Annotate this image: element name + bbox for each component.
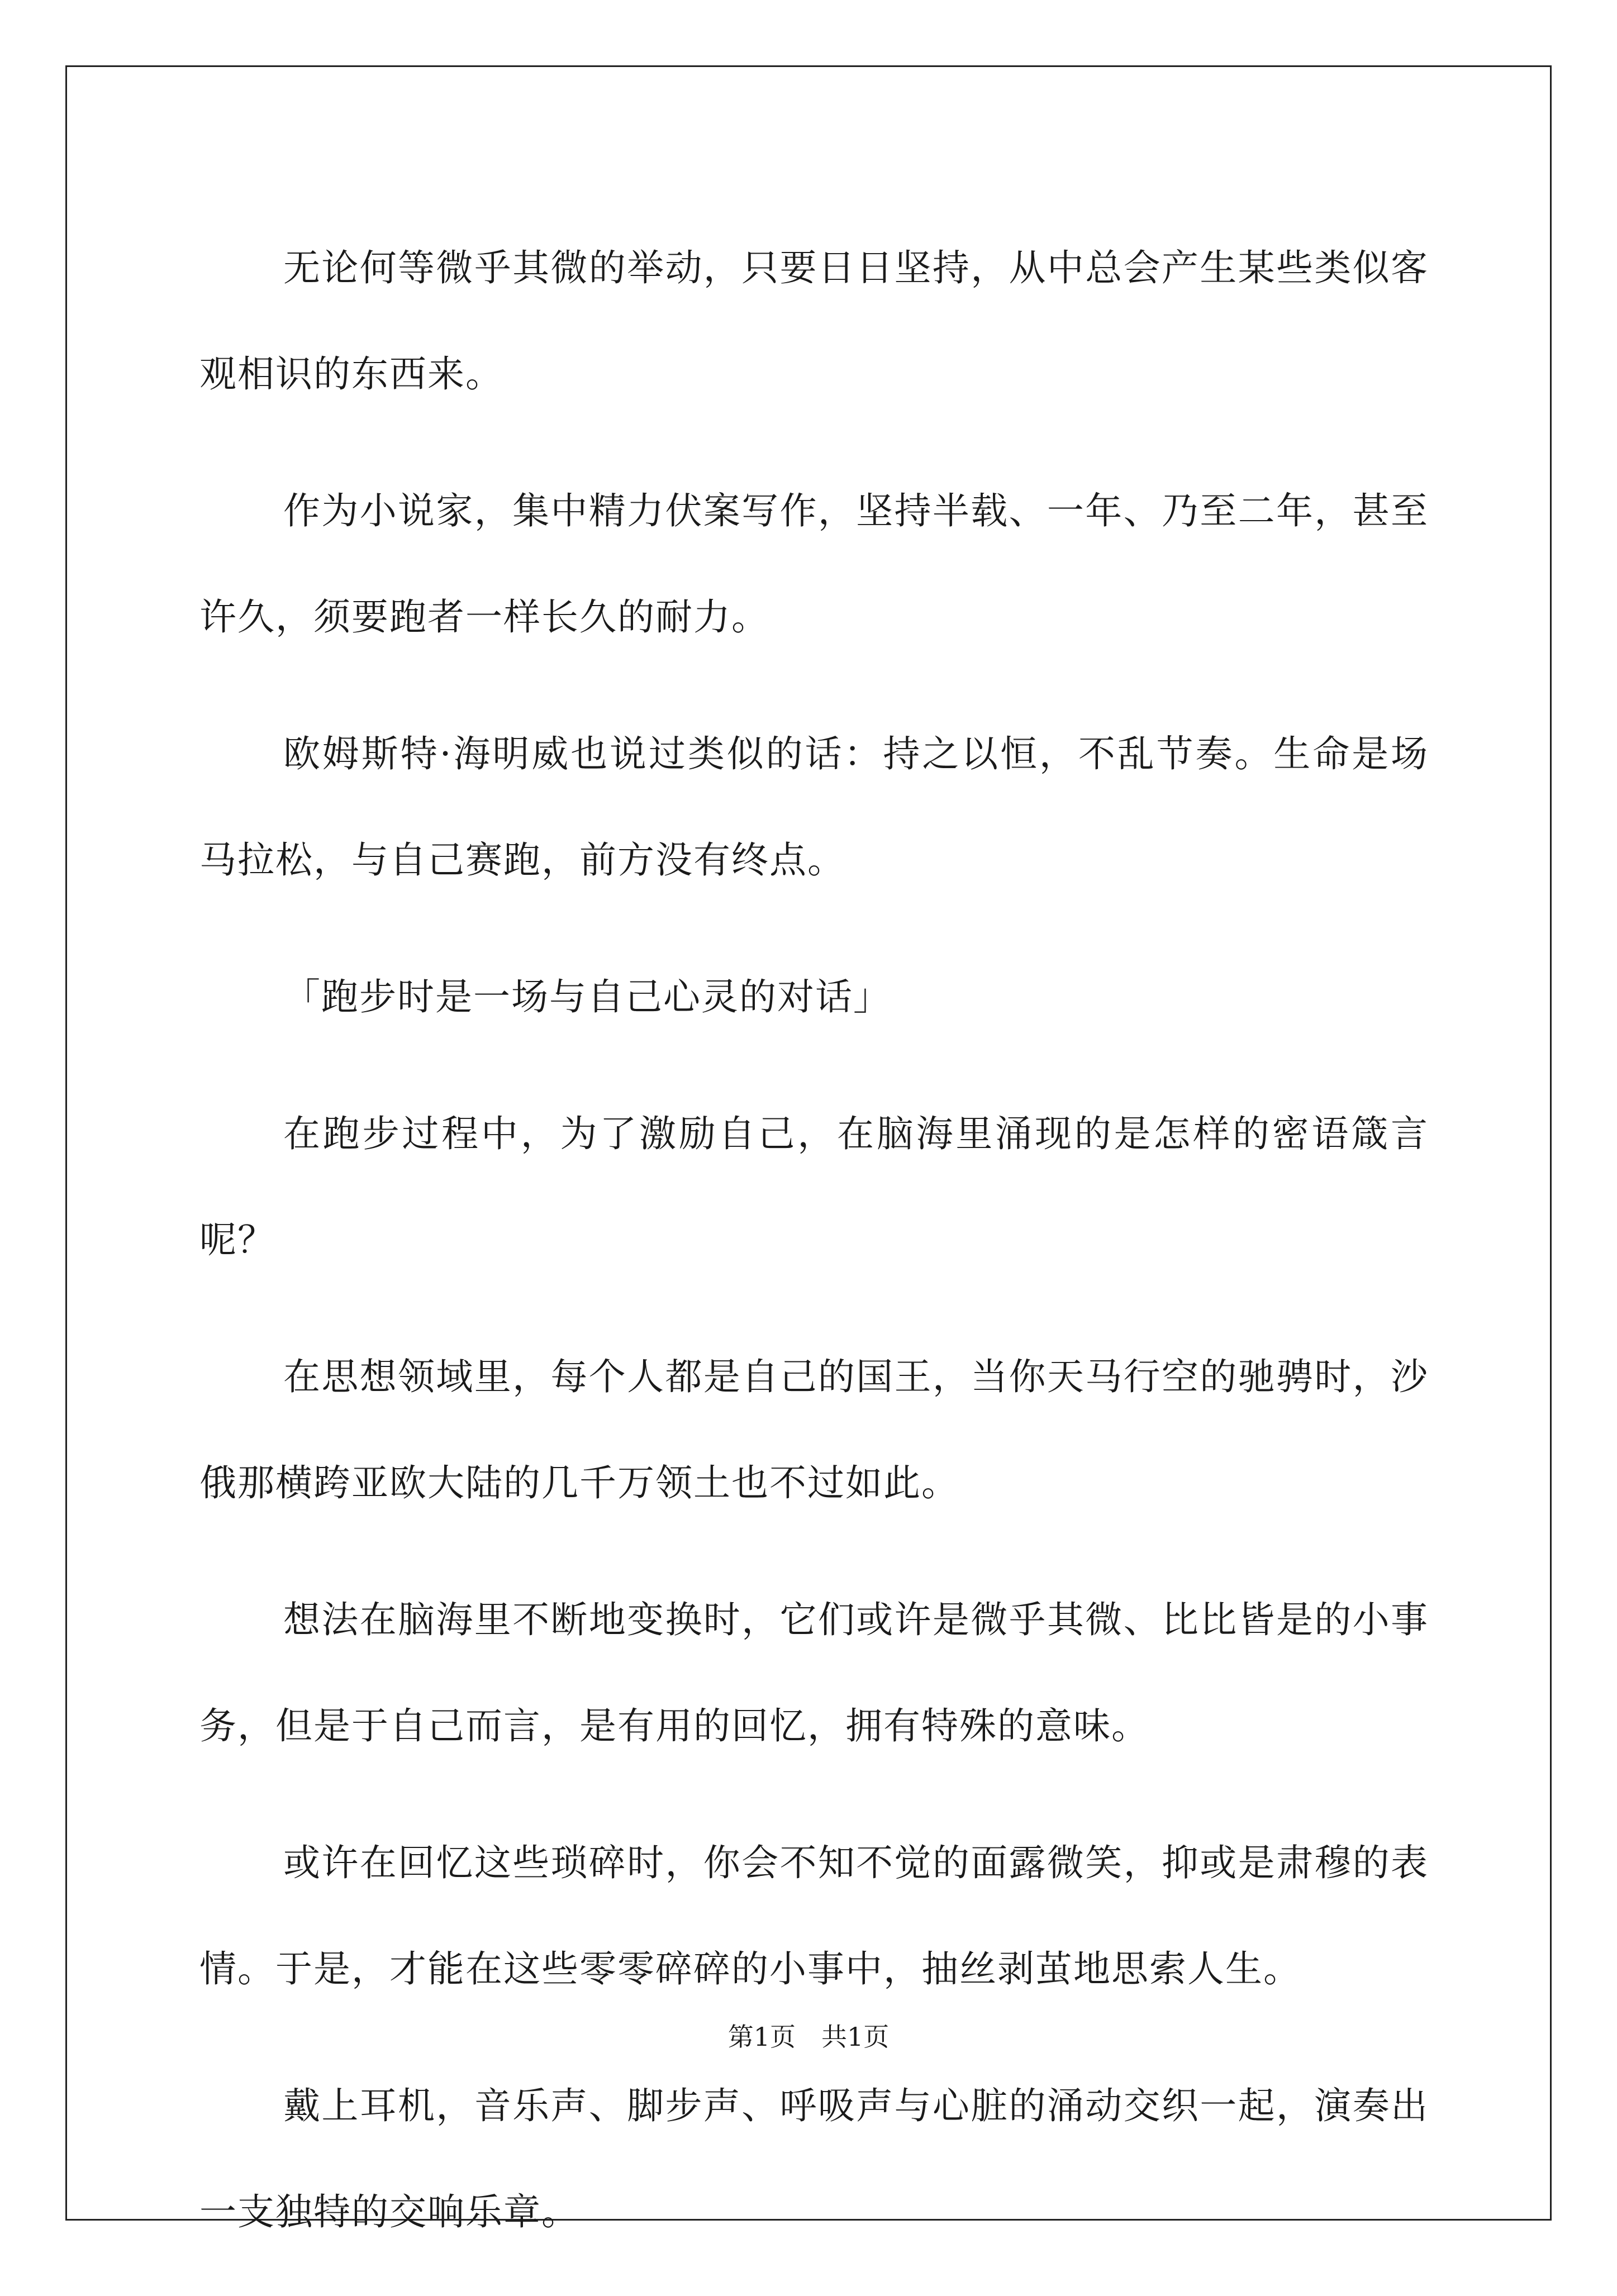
document-body — [199, 215, 1429, 2296]
paragraph-6: 在思想领域里，每个人都是自己的国王，当你天马行空的驰骋时，沙俄那横跨亚欧大陆的几千万领土也不过如此。 — [199, 1355, 1429, 1504]
paragraph-7: 想法在脑海里不断地变换时，它们或许是微乎其微、比比皆是的小事务，但是于自己而言，是有用的回忆，拥有特殊的意味。 — [199, 1598, 1429, 1747]
paragraph-8: 或许在回忆这些琐碎时，你会不知不觉的面露微笑，抑或是肃穆的表情。于是，才能在这些零零碎碎的小事中，抽丝剥茧地思索人生。 — [199, 1841, 1429, 1990]
paragraph-3: 欧姆斯特·海明威也说过类似的话：持之以恒，不乱节奏。生命是场马拉松，与自己赛跑，前方没有终点。 — [199, 732, 1429, 882]
paragraph-5: 在跑步过程中，为了激励自己，在脑海里涌现的是怎样的密语箴言呢？ — [199, 1112, 1429, 1261]
paragraph-2: 作为小说家，集中精力伏案写作，坚持半载、一年、乃至二年，甚至许久，须要跑者一样长久的耐力。 — [199, 489, 1429, 639]
paragraph-1: 无论何等微乎其微的举动，只要日日坚持，从中总会产生某些类似客观相识的东西来。 — [199, 246, 1429, 396]
section-heading: 「跑步时是一场与自己心灵的对话」 — [283, 975, 891, 1018]
paragraph-9: 戴上耳机，音乐声、脚步声、呼吸声与心脏的涌动交织一起，演奏出一支独特的交响乐章。 — [199, 2084, 1429, 2233]
page-number-footer: 第1页 共1页 — [727, 2022, 890, 2052]
